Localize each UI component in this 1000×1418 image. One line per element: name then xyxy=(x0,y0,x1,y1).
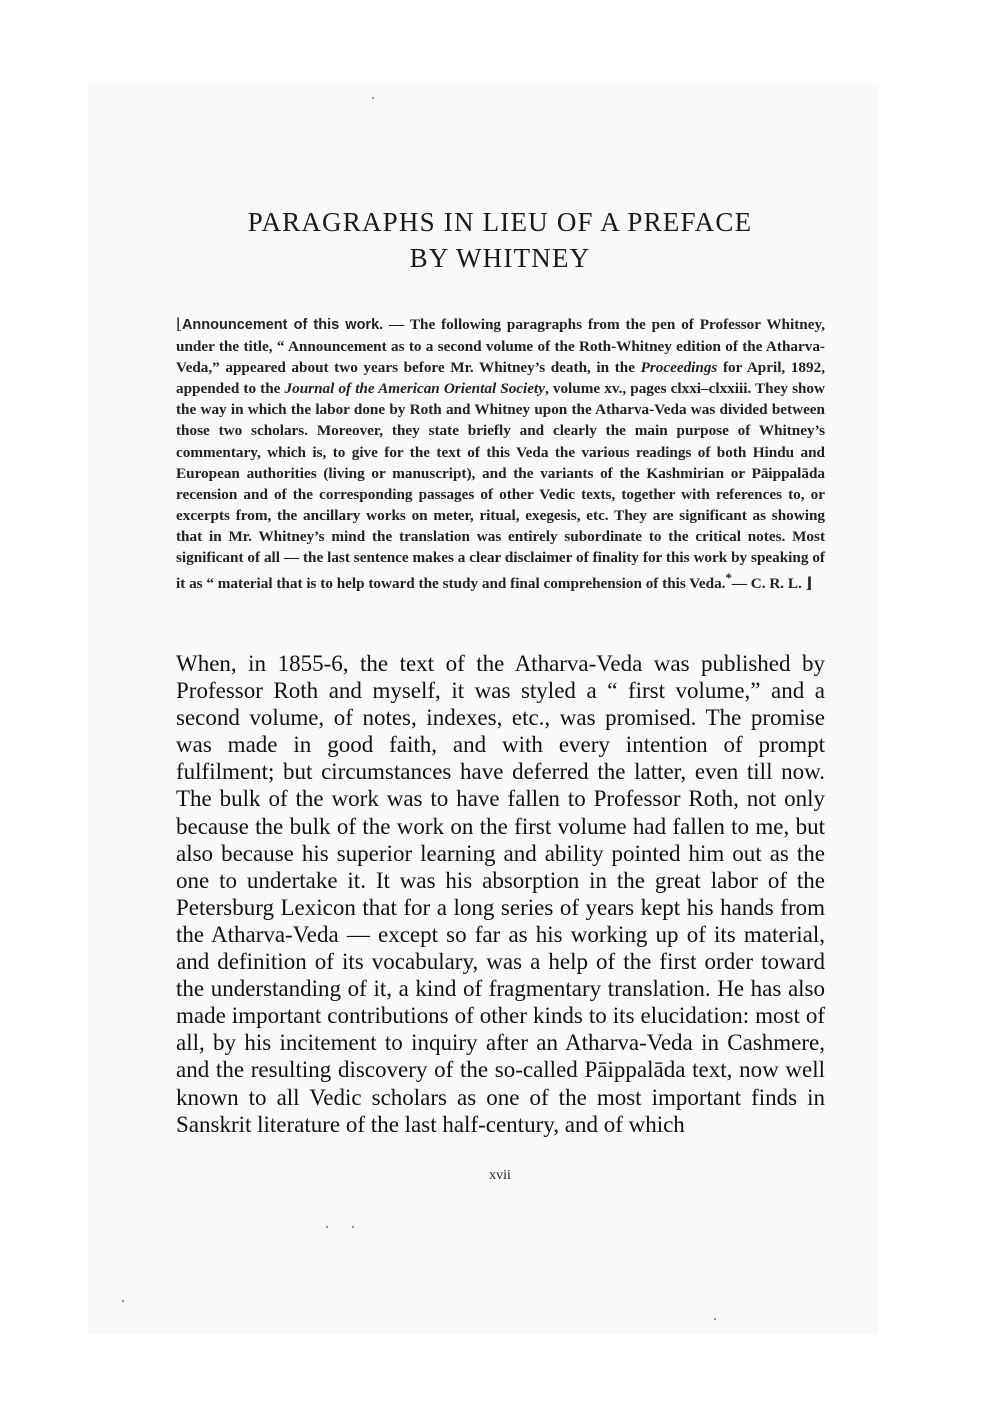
scan-speck xyxy=(326,1226,328,1228)
note-open-bracket: ⌊ xyxy=(176,316,182,333)
note-lead: Announcement of this work. xyxy=(181,317,384,333)
note-mark: * xyxy=(725,571,732,586)
note-close-bracket: ⌋ xyxy=(805,575,813,593)
note-text-1: The following paragraphs from the pen of Professor Whitney, under the title, “ Announcement as to a second volume of the Roth-Whitney edition of the Atharva-Veda,” appeared about two years before Mr. Whitney’s death, in the xyxy=(176,316,826,377)
scan-speck xyxy=(714,1318,716,1320)
note-text-2: for April, 1892, appended to the xyxy=(176,359,826,398)
body-paragraph: When, in 1855-6, the text of the Atharva-Veda was published by Professor Roth and myself, it was styled a “ first volume,” and a second volume, of notes, indexes, etc., was promised. The promise was made in good faith, and with every intention of prompt fulfilment; but circumstances have deferred the latter, even till now. The bulk of the work was to have fallen to Professor Roth, not only because the bulk of the work on the first volume had fallen to me, but also because his superior learning and ability pointed him out as the one to undertake it. It was his absorption in the great labor of the Petersburg Lexicon that for a long series of years kept his hands from the Atharva-Veda — except so far as his working up of its material, and definition of its vocabulary, was a help of the first order toward the understanding of it, a kind of fragmentary translation. He has also made important contributions of other kinds to its elucidation: most of all, by his incitement to inquiry after an Atharva-Veda in Cashmere, and the resulting discovery of the so-called Pāippalāda text, now well known to all Vedic scholars as one of the most important finds in Sanskrit literature of the last half-century, and of which xyxy=(176,651,825,1137)
scan-speck xyxy=(372,97,374,99)
note-journal: Journal of the American Oriental Society xyxy=(284,380,545,398)
editor-note xyxy=(176,314,825,594)
note-proceedings: Proceedings xyxy=(640,359,718,377)
page-number: xvii xyxy=(489,1168,511,1183)
note-text-3: , volume xv., pages clxxi–clxxiii. They show the way in which the labor done by Roth and Whitney upon the Atharva-Veda was divided between those two scholars. Moreover, they state briefly and clearly the main purpose of Whitney’s commentary, which is, to give for the text of this Veda the various readings of both Hindu and European authorities (living or manuscript), and the variants of the Kashmirian or Pāippalāda recension and of the corresponding passages of other Vedic texts, together with references to, or excerpts from, the ancillary works on meter, ritual, exegesis, etc. They are significant as showing that in Mr. Whitney’s mind the translation was entirely subordinate to the critical notes. Most significant of all — the last sentence makes a clear disclaimer of finality for this work by speaking of it as “ material that is to help toward the study and final comprehension of this Veda. xyxy=(176,380,825,593)
note-signature: — C. R. L. xyxy=(731,575,802,593)
title-line-2: BY WHITNEY xyxy=(409,243,591,273)
scan-speck xyxy=(352,1226,354,1228)
page-title xyxy=(0,204,1000,276)
title-line-1: PARAGRAPHS IN LIEU OF A PREFACE xyxy=(247,207,753,237)
note-dash: — xyxy=(383,316,410,333)
scan-speck xyxy=(122,1300,124,1302)
